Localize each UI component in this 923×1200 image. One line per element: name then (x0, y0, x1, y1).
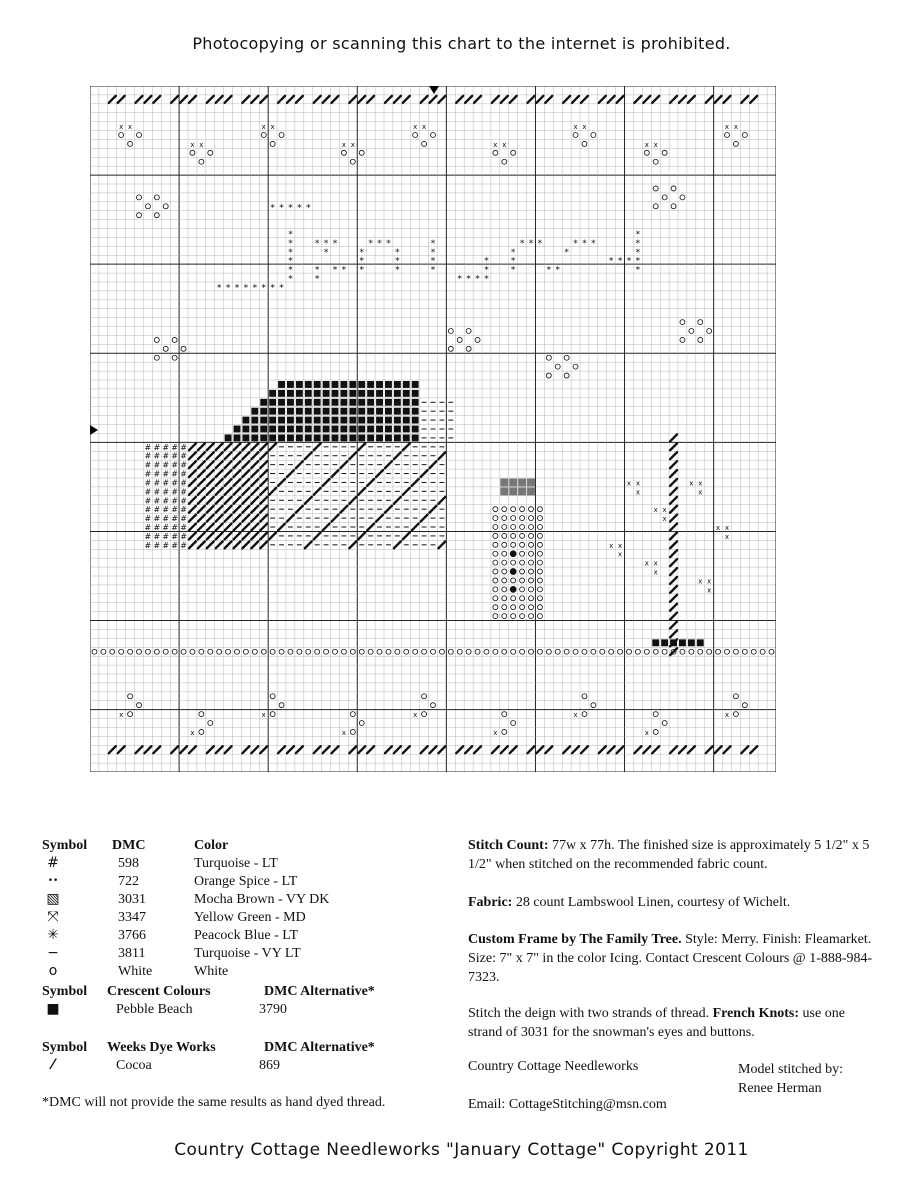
svg-text:#: # (144, 442, 152, 452)
svg-text:#: # (153, 540, 161, 550)
svg-text:#: # (171, 460, 178, 470)
svg-text:#: # (180, 442, 187, 452)
svg-text:*: * (270, 283, 275, 294)
svg-text:x: x (582, 123, 587, 132)
svg-text:*: * (510, 247, 516, 258)
svg-text:x: x (724, 532, 730, 541)
svg-text:*: * (466, 274, 471, 285)
svg-text:x: x (609, 541, 614, 550)
svg-text:x: x (707, 577, 712, 586)
svg-text:*: * (626, 256, 632, 267)
svg-text:*: * (288, 238, 293, 249)
svg-text:*: * (341, 265, 347, 276)
svg-text:x: x (341, 728, 346, 737)
svg-text:x: x (618, 541, 623, 550)
svg-text:x: x (653, 559, 658, 568)
svg-text:x: x (502, 140, 507, 149)
svg-text:*: * (279, 203, 284, 214)
svg-text:#: # (180, 531, 187, 541)
svg-text:x: x (653, 506, 658, 515)
svg-text:*: * (519, 238, 525, 249)
svg-text:#: # (144, 514, 152, 524)
svg-text:#: # (180, 487, 187, 497)
svg-text:*: * (359, 247, 364, 258)
svg-text:#: # (153, 451, 161, 461)
svg-text:#: # (180, 514, 187, 524)
svg-text:x: x (422, 123, 427, 132)
svg-text:*: * (332, 238, 338, 249)
svg-text:*: * (430, 256, 436, 267)
svg-text:*: * (297, 203, 302, 214)
svg-text:#: # (171, 523, 178, 532)
svg-text:#: # (180, 460, 187, 470)
svg-text:#: # (153, 478, 161, 488)
svg-text:*: * (608, 256, 614, 267)
svg-text:*: * (457, 274, 462, 285)
svg-text:#: # (180, 496, 187, 506)
svg-text:*: * (377, 238, 382, 249)
svg-text:*: * (314, 274, 320, 285)
svg-text:*: * (279, 283, 284, 294)
double-dot-icon: •• (47, 876, 59, 886)
weeks-legend: Symbol Weeks Dye Works DMC Alternative* ⁄ Cocoa 869 *DMC will not provide the same results as hand dyed thread. (42, 1040, 386, 1110)
svg-text:*: * (288, 247, 293, 258)
svg-text:x: x (653, 140, 658, 149)
svg-text:#: # (171, 487, 178, 497)
svg-text:#: # (153, 487, 161, 497)
svg-text:#: # (171, 540, 178, 550)
svg-text:#: # (180, 505, 187, 515)
svg-text:#: # (162, 469, 170, 479)
cross-x-icon: ⤧ (47, 909, 59, 925)
svg-text:x: x (644, 559, 649, 568)
svg-text:*: * (314, 238, 320, 249)
svg-text:*: * (395, 256, 400, 267)
svg-text:#: # (144, 496, 152, 506)
svg-text:*: * (332, 265, 338, 276)
svg-text:*: * (234, 283, 240, 294)
svg-text:*: * (582, 238, 587, 249)
svg-text:#: # (153, 442, 161, 452)
frame-info: Custom Frame by The Family Tree. Style: Merry. Finish: Fleamarket. Size: 7" x 7" in the color Icing. Contact Crescent Colours @ 1-888-984-7323. (468, 932, 873, 985)
svg-text:#: # (171, 514, 178, 524)
svg-text:x: x (644, 140, 649, 149)
svg-text:#: # (144, 460, 152, 470)
svg-text:x: x (261, 711, 266, 720)
svg-text:*: * (484, 265, 489, 276)
svg-text:x: x (635, 488, 640, 497)
svg-text:*: * (591, 238, 596, 249)
svg-text:*: * (216, 283, 222, 294)
circle-icon: o (48, 963, 58, 979)
company-name: Country Cottage Needleworks (468, 1059, 639, 1074)
svg-text:*: * (261, 283, 266, 294)
svg-text:#: # (162, 523, 170, 532)
svg-text:*: * (510, 256, 516, 267)
svg-text:*: * (510, 265, 516, 276)
svg-text:x: x (662, 515, 667, 524)
svg-text:x: x (635, 479, 640, 488)
svg-text:*: * (635, 247, 641, 258)
svg-text:x: x (573, 123, 578, 132)
svg-text:x: x (128, 123, 133, 132)
svg-text:#: # (144, 523, 152, 532)
svg-text:#: # (180, 451, 187, 461)
svg-text:*: * (386, 238, 391, 249)
svg-text:#: # (144, 451, 152, 461)
svg-text:x: x (413, 711, 418, 720)
dash-icon: − (47, 945, 59, 961)
svg-text:x: x (261, 123, 266, 132)
cross-stitch-chart (90, 86, 776, 772)
svg-text:*: * (359, 256, 364, 267)
svg-text:#: # (180, 469, 187, 479)
slash-stitch-icon: ⁄ (51, 1057, 55, 1073)
svg-text:*: * (635, 256, 641, 267)
svg-text:#: # (153, 523, 161, 532)
dmc-legend: Symbol DMC Color # 598 Turquoise - LT •• 722 Orange Spice - LT ▧ 3031 Mocha Brown - VY DK ⤧ 3347 Yellow Green - MD ✳ 3766 Peacock Blue - LT − 3811 Turquoise - VY LT o White White Symbol Crescent Colours DMC Alternative* ■ Pebble Beach 3790 (42, 838, 375, 1017)
svg-text:x: x (350, 140, 355, 149)
fabric-info: Fabric: 28 count Lambswool Linen, courtesy of Wichelt. (468, 895, 791, 910)
svg-text:*: * (528, 238, 534, 249)
svg-text:#: # (162, 505, 170, 515)
hatched-square-icon: ▧ (46, 891, 60, 907)
svg-text:#: # (162, 451, 170, 461)
svg-text:*: * (323, 247, 329, 258)
svg-text:*: * (573, 238, 578, 249)
svg-text:#: # (162, 514, 170, 524)
svg-text:x: x (733, 123, 738, 132)
svg-text:*: * (288, 256, 293, 267)
svg-text:x: x (662, 506, 667, 515)
svg-text:*: * (635, 230, 641, 240)
copyright-warning: Photocopying or scanning this chart to the internet is prohibited. (192, 34, 731, 53)
svg-text:x: x (626, 479, 632, 488)
svg-text:*: * (288, 203, 293, 214)
svg-text:*: * (314, 265, 320, 276)
svg-text:#: # (144, 531, 152, 541)
email-link[interactable]: Email: CottageStitching@msn.com (468, 1097, 667, 1112)
svg-text:*: * (635, 238, 641, 249)
svg-text:x: x (653, 568, 658, 577)
svg-text:*: * (617, 256, 623, 267)
svg-text:*: * (430, 238, 436, 249)
svg-text:#: # (171, 505, 178, 515)
svg-text:#: # (153, 514, 161, 524)
svg-text:#: # (144, 540, 152, 550)
svg-text:x: x (413, 123, 418, 132)
svg-text:*: * (359, 265, 364, 276)
svg-text:*: * (225, 283, 231, 294)
filled-square-icon: ■ (46, 1001, 60, 1017)
svg-text:*: * (395, 247, 400, 258)
svg-text:*: * (635, 265, 641, 276)
svg-text:x: x (190, 140, 195, 149)
svg-text:x: x (689, 479, 694, 488)
svg-text:#: # (153, 531, 161, 541)
svg-text:#: # (162, 531, 170, 541)
svg-text:*: * (252, 283, 258, 294)
svg-text:*: * (323, 238, 329, 249)
svg-text:#: # (153, 460, 161, 470)
svg-text:*: * (537, 238, 543, 249)
svg-text:*: * (546, 265, 552, 276)
svg-text:#: # (162, 478, 170, 488)
svg-text:x: x (270, 123, 275, 132)
svg-text:#: # (180, 478, 187, 488)
svg-text:*: * (430, 265, 436, 276)
svg-text:*: * (306, 203, 311, 214)
svg-text:*: * (288, 274, 293, 285)
stitch-instructions: Stitch the deign with two strands of thread. French Knots: use one strand of 3031 for the snowman's eyes and buttons. (468, 1006, 845, 1040)
svg-text:#: # (162, 487, 170, 497)
svg-text:x: x (119, 711, 124, 720)
svg-text:*: * (243, 283, 249, 294)
footer-credit: Country Cottage Needleworks "January Cottage" Copyright 2011 (174, 1140, 749, 1160)
svg-text:*: * (270, 203, 275, 214)
svg-text:x: x (573, 711, 578, 720)
svg-text:x: x (341, 140, 346, 149)
svg-text:x: x (724, 123, 730, 132)
svg-text:x: x (493, 728, 498, 737)
svg-text:*: * (288, 230, 293, 240)
hash-icon: # (47, 855, 59, 871)
svg-text:x: x (493, 140, 498, 149)
svg-text:#: # (144, 478, 152, 488)
svg-text:*: * (288, 265, 293, 276)
svg-text:#: # (162, 442, 170, 452)
svg-text:*: * (484, 256, 489, 267)
svg-text:x: x (707, 586, 712, 595)
svg-text:#: # (162, 540, 170, 550)
svg-text:*: * (395, 265, 400, 276)
svg-text:*: * (368, 238, 373, 249)
svg-text:#: # (162, 496, 170, 506)
svg-text:x: x (698, 577, 703, 586)
svg-text:x: x (618, 550, 623, 559)
svg-text:#: # (171, 451, 178, 461)
svg-text:x: x (724, 524, 730, 532)
svg-text:x: x (698, 488, 703, 497)
stitch-count: Stitch Count: 77w x 77h. The finished size is approximately 5 1/2" x 5 1/2" when stitched on the recommended fabric count. (468, 838, 870, 872)
svg-text:x: x (190, 728, 195, 737)
dmc-note: *DMC will not provide the same results as hand dyed thread. (42, 1095, 386, 1110)
svg-text:*: * (430, 247, 436, 258)
asterisk-icon: ✳ (47, 927, 59, 943)
svg-text:x: x (644, 728, 649, 737)
svg-text:*: * (564, 247, 569, 258)
svg-text:x: x (119, 123, 124, 132)
svg-text:#: # (162, 460, 170, 470)
svg-text:#: # (171, 478, 178, 488)
svg-text:x: x (716, 524, 721, 532)
svg-text:#: # (144, 469, 152, 479)
svg-text:#: # (171, 531, 178, 541)
svg-text:*: * (475, 274, 480, 285)
svg-text:#: # (153, 469, 161, 479)
svg-text:x: x (199, 140, 204, 149)
svg-text:x: x (698, 479, 703, 488)
svg-text:#: # (180, 540, 187, 550)
svg-text:#: # (144, 487, 152, 497)
svg-text:#: # (171, 442, 178, 452)
svg-text:*: * (484, 274, 489, 285)
svg-text:#: # (144, 505, 152, 515)
svg-text:#: # (180, 523, 187, 532)
svg-text:#: # (153, 505, 161, 515)
model-stitched-by: Model stitched by: Renee Herman (738, 1062, 843, 1096)
svg-text:#: # (171, 469, 178, 479)
svg-text:x: x (724, 711, 730, 720)
svg-text:#: # (171, 496, 178, 506)
svg-text:#: # (153, 496, 161, 506)
svg-text:*: * (555, 265, 560, 276)
